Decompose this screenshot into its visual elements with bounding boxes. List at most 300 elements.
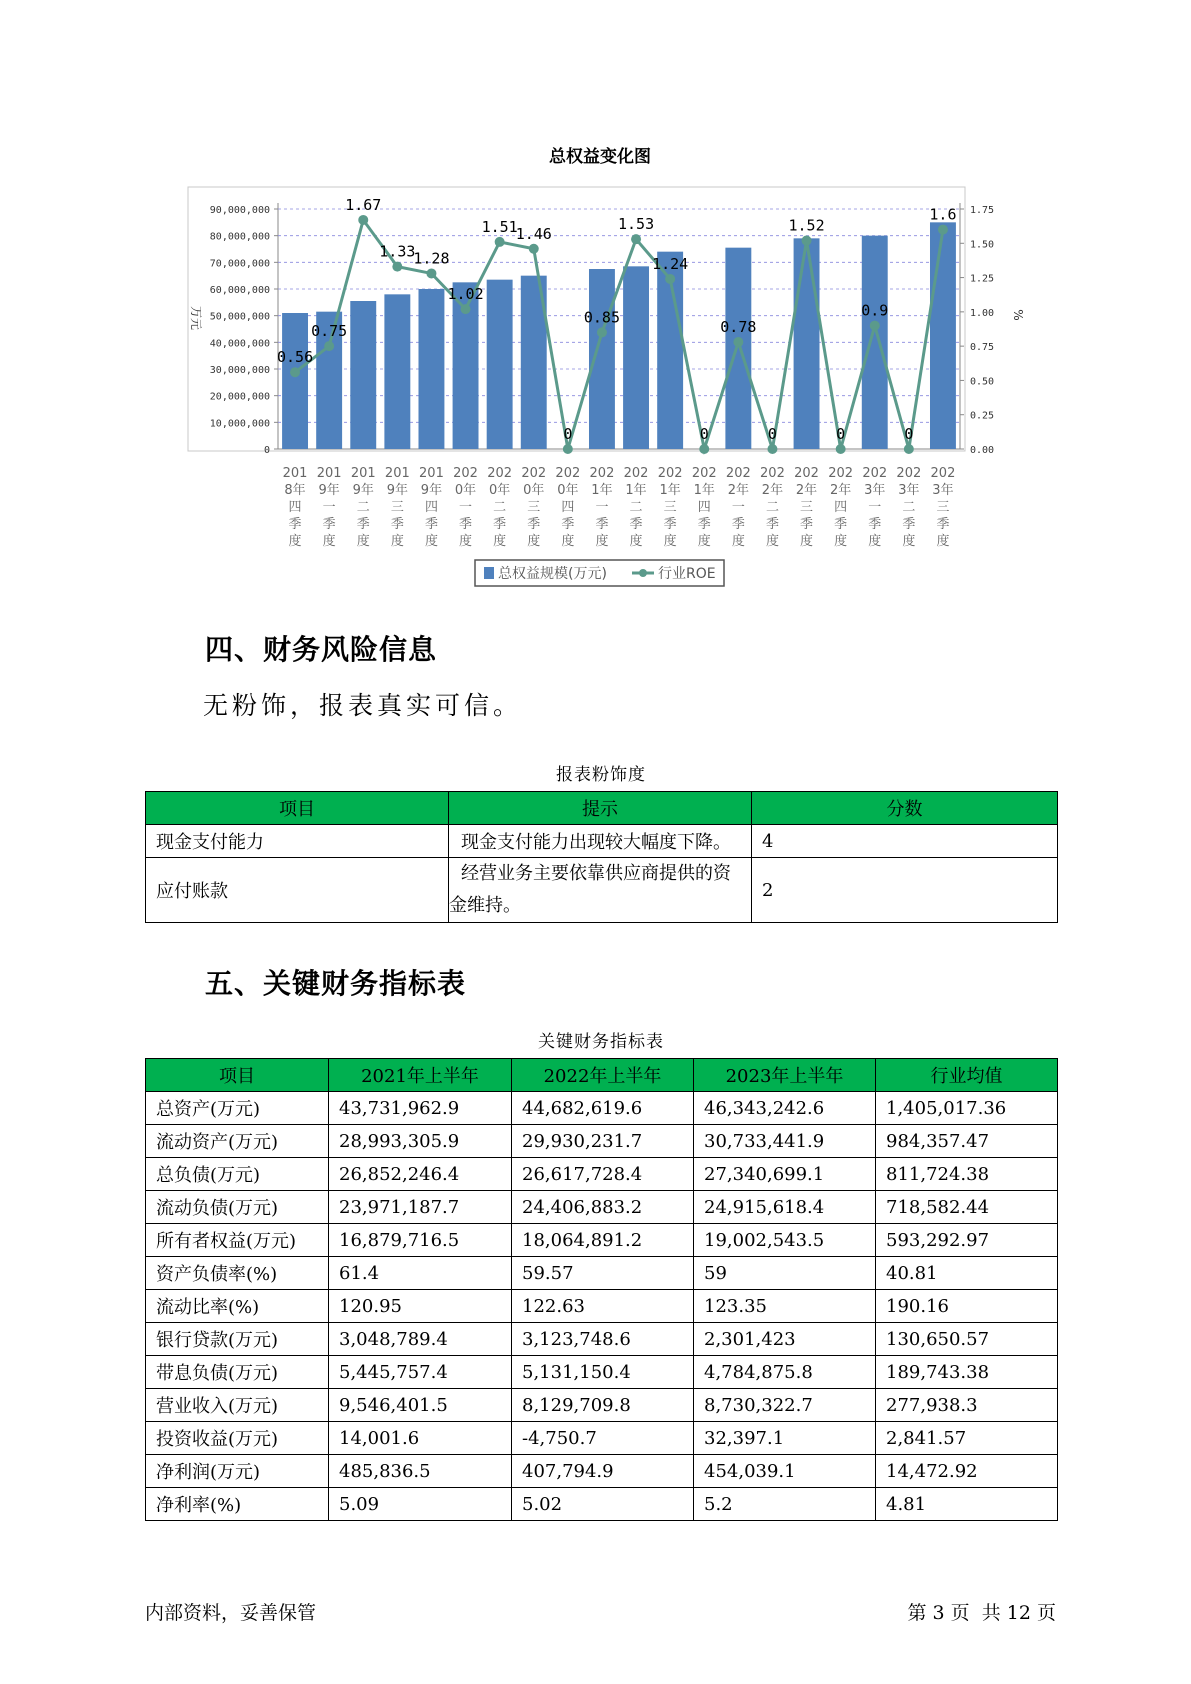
roe-point xyxy=(495,237,505,247)
x-tick-label-line: 度 xyxy=(800,534,814,549)
x-tick-label-line: 202 xyxy=(828,466,854,481)
y-tick-label-left: 50,000,000 xyxy=(209,311,270,323)
risk-header-hint: 提示 xyxy=(449,792,752,825)
x-tick-label-line: 季 xyxy=(902,517,916,532)
x-tick-label-line: 2年 xyxy=(795,483,818,498)
x-tick-label-line: 一 xyxy=(322,500,336,515)
x-tick-label-line: 201 xyxy=(282,466,308,481)
table-row xyxy=(146,1389,1058,1422)
roe-point xyxy=(461,304,471,314)
x-tick-label xyxy=(590,466,615,549)
kfi-2021: 485,836.5 xyxy=(329,1455,512,1488)
table-row xyxy=(146,1488,1058,1521)
x-tick-label-line: 度 xyxy=(902,534,916,549)
kfi-table-caption: 关键财务指标表 xyxy=(538,1032,664,1052)
roe-data-label: 1.46 xyxy=(515,224,552,243)
table-row xyxy=(146,1257,1058,1290)
x-tick-label-line: 度 xyxy=(663,534,677,549)
x-tick-label-line: 0年 xyxy=(557,483,579,498)
x-tick-label-line: 一 xyxy=(459,500,473,515)
equity-chart xyxy=(0,0,1191,600)
x-tick-label-line: 二 xyxy=(629,500,643,515)
roe-data-label: 1.67 xyxy=(345,195,382,214)
kfi-2022: 407,794.9 xyxy=(512,1455,694,1488)
roe-point xyxy=(358,215,368,225)
roe-point xyxy=(733,337,743,347)
roe-point xyxy=(904,444,914,454)
y-tick-label-right: 1.50 xyxy=(970,239,995,251)
kfi-2023: 46,343,242.6 xyxy=(694,1092,876,1125)
risk-score: 2 xyxy=(752,858,1058,923)
equity-bar xyxy=(282,313,308,449)
roe-point xyxy=(324,341,334,351)
kfi-2021: 28,993,305.9 xyxy=(329,1125,512,1158)
kfi-item: 所有者权益(万元) xyxy=(146,1224,329,1257)
table-row xyxy=(146,858,1058,923)
x-tick-label-line: 季 xyxy=(356,517,370,532)
kfi-item: 流动负债(万元) xyxy=(146,1191,329,1224)
y-tick-label-left: 40,000,000 xyxy=(209,338,270,350)
x-tick-label-line: 9年 xyxy=(318,483,340,498)
kfi-2022: 59.57 xyxy=(512,1257,694,1290)
x-tick-label-line: 四 xyxy=(834,500,848,515)
equity-bar xyxy=(794,238,820,449)
risk-table-caption: 报表粉饰度 xyxy=(556,765,646,785)
x-tick-label-line: 度 xyxy=(561,534,575,549)
x-tick-label-line: 1年 xyxy=(591,483,613,498)
x-tick-label-line: 四 xyxy=(288,500,302,515)
y-tick-label-right: 0.50 xyxy=(970,376,995,388)
x-tick-label-line: 一 xyxy=(868,500,882,515)
equity-bar xyxy=(350,301,376,449)
y-tick-label-right: 1.75 xyxy=(970,205,995,216)
kfi-2021: 23,971,187.7 xyxy=(329,1191,512,1224)
risk-table xyxy=(145,791,1058,923)
kfi-item: 带息负债(万元) xyxy=(146,1356,329,1389)
x-tick-label-line: 度 xyxy=(936,534,950,549)
x-tick-label-line: 202 xyxy=(623,466,649,481)
table-row xyxy=(146,1455,1058,1488)
x-tick-label-line: 0年 xyxy=(489,483,511,498)
kfi-industry-avg: 718,582.44 xyxy=(876,1191,1058,1224)
table-row xyxy=(146,825,1058,858)
table-row xyxy=(146,1191,1058,1224)
y-axis-left-label: 万元 xyxy=(189,305,203,331)
kfi-header-2021: 2021年上半年 xyxy=(329,1059,512,1092)
kfi-industry-avg: 130,650.57 xyxy=(876,1323,1058,1356)
roe-data-label: 1.52 xyxy=(788,216,825,235)
x-tick-label-line: 202 xyxy=(725,466,751,481)
kfi-2023: 32,397.1 xyxy=(694,1422,876,1455)
footer-page-number: 第 3 页 共 12 页 xyxy=(907,1602,1056,1624)
legend-bar-swatch xyxy=(484,567,494,579)
kfi-item: 银行贷款(万元) xyxy=(146,1323,329,1356)
roe-data-label: 0 xyxy=(904,425,914,443)
table-row xyxy=(146,1323,1058,1356)
chart-roe-line xyxy=(277,196,957,454)
x-tick-label-line: 1年 xyxy=(693,483,715,498)
x-tick-label-line: 三 xyxy=(663,500,677,515)
x-tick-label-line: 3年 xyxy=(864,483,886,498)
y-tick-label-right: 1.25 xyxy=(970,273,995,285)
footer-confidential-note: 内部资料，妥善保管 xyxy=(145,1602,317,1624)
x-tick-label xyxy=(931,466,956,549)
roe-point xyxy=(290,367,300,377)
kfi-2022: 122.63 xyxy=(512,1290,694,1323)
y-tick-label-right: 0.25 xyxy=(970,410,995,422)
x-tick-label xyxy=(521,466,546,549)
equity-bar xyxy=(623,266,649,449)
y-tick-label-left: 90,000,000 xyxy=(209,205,270,216)
x-tick-label-line: 季 xyxy=(800,517,814,532)
y-axis-right-label: % xyxy=(1011,309,1025,321)
roe-data-label: 0.9 xyxy=(861,301,889,320)
table-row xyxy=(146,1092,1058,1125)
y-tick-label-left: 0 xyxy=(263,445,270,456)
kfi-2022: -4,750.7 xyxy=(512,1422,694,1455)
roe-point xyxy=(597,327,607,337)
kfi-industry-avg: 190.16 xyxy=(876,1290,1058,1323)
kfi-industry-avg: 4.81 xyxy=(876,1488,1058,1521)
roe-data-label: 0 xyxy=(836,425,846,443)
x-tick-label xyxy=(726,466,751,549)
kfi-industry-avg: 40.81 xyxy=(876,1257,1058,1290)
roe-point xyxy=(938,225,948,235)
x-tick-label-line: 度 xyxy=(834,534,848,549)
kfi-header-2023: 2023年上半年 xyxy=(694,1059,876,1092)
roe-point xyxy=(529,244,539,254)
section-heading-financial-risk: 四、财务风险信息 xyxy=(205,633,438,666)
roe-point xyxy=(767,444,777,454)
x-tick-label-line: 度 xyxy=(424,534,438,549)
x-tick-label-line: 202 xyxy=(657,466,683,481)
table-row xyxy=(146,1356,1058,1389)
x-tick-label xyxy=(624,466,649,549)
x-tick-label-line: 1年 xyxy=(625,483,647,498)
kfi-2022: 26,617,728.4 xyxy=(512,1158,694,1191)
kfi-2022: 5,131,150.4 xyxy=(512,1356,694,1389)
x-tick-label xyxy=(385,466,410,549)
kfi-industry-avg: 14,472.92 xyxy=(876,1455,1058,1488)
x-tick-label-line: 三 xyxy=(527,500,541,515)
table-row xyxy=(146,1422,1058,1455)
kfi-table-body xyxy=(146,1092,1058,1521)
chart-x-ticks xyxy=(283,466,956,549)
kfi-header-industry-avg: 行业均值 xyxy=(876,1059,1058,1092)
x-tick-label-line: 度 xyxy=(390,534,404,549)
roe-point xyxy=(563,444,573,454)
x-tick-label-line: 度 xyxy=(629,534,643,549)
kfi-2022: 29,930,231.7 xyxy=(512,1125,694,1158)
chart-legend xyxy=(475,560,724,586)
x-tick-label-line: 季 xyxy=(868,517,882,532)
kfi-2023: 8,730,322.7 xyxy=(694,1389,876,1422)
table-row xyxy=(146,1224,1058,1257)
kfi-item: 净利润(万元) xyxy=(146,1455,329,1488)
x-tick-label-line: 季 xyxy=(322,517,336,532)
x-tick-label-line: 二 xyxy=(493,500,507,515)
risk-item: 现金支付能力 xyxy=(146,825,449,858)
roe-data-label: 0.56 xyxy=(276,348,314,367)
kfi-2022: 3,123,748.6 xyxy=(512,1323,694,1356)
x-tick-label xyxy=(828,466,853,549)
x-tick-label-line: 0年 xyxy=(523,483,545,498)
kfi-2023: 24,915,618.4 xyxy=(694,1191,876,1224)
kfi-2023: 30,733,441.9 xyxy=(694,1125,876,1158)
x-tick-label-line: 202 xyxy=(862,466,888,481)
legend-line-label: 行业ROE xyxy=(658,566,716,582)
x-tick-label xyxy=(351,466,376,549)
equity-bar xyxy=(487,280,513,449)
kfi-2022: 8,129,709.8 xyxy=(512,1389,694,1422)
x-tick-label-line: 202 xyxy=(521,466,547,481)
x-tick-label-line: 201 xyxy=(316,466,342,481)
equity-bar xyxy=(725,248,751,449)
kfi-2023: 59 xyxy=(694,1257,876,1290)
roe-data-label: 0 xyxy=(699,425,709,443)
risk-score: 4 xyxy=(752,825,1058,858)
x-tick-label-line: 度 xyxy=(493,534,507,549)
equity-chart-svg xyxy=(0,0,1191,600)
roe-data-label: 1.24 xyxy=(652,254,689,273)
y-tick-label-right: 0.00 xyxy=(970,445,995,456)
y-tick-label-left: 60,000,000 xyxy=(209,285,270,296)
x-tick-label xyxy=(760,466,785,549)
x-tick-label-line: 季 xyxy=(561,517,575,532)
x-tick-label-line: 度 xyxy=(595,534,609,549)
x-tick-label-line: 季 xyxy=(459,517,473,532)
y-tick-label-left: 70,000,000 xyxy=(209,258,270,270)
kfi-2022: 44,682,619.6 xyxy=(512,1092,694,1125)
kfi-item: 总资产(万元) xyxy=(146,1092,329,1125)
x-tick-label-line: 1年 xyxy=(659,483,681,498)
x-tick-label-line: 季 xyxy=(834,517,848,532)
x-tick-label xyxy=(794,466,819,549)
kfi-2022: 5.02 xyxy=(512,1488,694,1521)
x-tick-label-line: 度 xyxy=(527,534,541,549)
kfi-2021: 61.4 xyxy=(329,1257,512,1290)
roe-point xyxy=(802,236,812,246)
x-tick-label-line: 度 xyxy=(697,534,711,549)
x-tick-label-line: 202 xyxy=(896,466,922,481)
x-tick-label-line: 9年 xyxy=(352,483,374,498)
x-tick-label-line: 202 xyxy=(453,466,478,481)
roe-data-label: 1.33 xyxy=(379,242,416,261)
kfi-2021: 16,879,716.5 xyxy=(329,1224,512,1257)
section-body-text: 无粉饰，报表真实可信。 xyxy=(203,691,523,720)
y-tick-label-left: 30,000,000 xyxy=(209,365,270,376)
x-tick-label-line: 四 xyxy=(697,500,711,515)
kfi-industry-avg: 984,357.47 xyxy=(876,1125,1058,1158)
x-tick-label-line: 度 xyxy=(288,534,302,549)
kfi-2023: 123.35 xyxy=(694,1290,876,1323)
x-tick-label-line: 四 xyxy=(561,500,575,515)
x-tick-label-line: 202 xyxy=(555,466,581,481)
kfi-2021: 120.95 xyxy=(329,1290,512,1323)
roe-data-label: 1.6 xyxy=(929,205,957,224)
chart-title: 总权益变化图 xyxy=(549,147,651,167)
kfi-2023: 454,039.1 xyxy=(694,1455,876,1488)
x-tick-label-line: 度 xyxy=(356,534,370,549)
kfi-header-item: 项目 xyxy=(146,1059,329,1092)
x-tick-label-line: 二 xyxy=(902,500,916,515)
kfi-industry-avg: 593,292.97 xyxy=(876,1224,1058,1257)
kfi-industry-avg: 811,724.38 xyxy=(876,1158,1058,1191)
x-tick-label xyxy=(862,466,887,549)
x-tick-label-line: 三 xyxy=(390,500,404,515)
x-tick-label-line: 3年 xyxy=(898,483,920,498)
x-tick-label-line: 季 xyxy=(765,517,779,532)
legend-bar-label: 总权益规模(万元) xyxy=(498,566,607,582)
x-tick-label-line: 三 xyxy=(800,500,814,515)
kfi-2023: 4,784,875.8 xyxy=(694,1356,876,1389)
x-tick-label-line: 二 xyxy=(356,500,370,515)
roe-data-label: 0.85 xyxy=(583,308,621,327)
x-tick-label-line: 季 xyxy=(629,517,643,532)
x-tick-label-line: 8年 xyxy=(284,483,306,498)
x-tick-label xyxy=(283,466,308,549)
x-tick-label-line: 度 xyxy=(459,534,473,549)
x-tick-label-line: 202 xyxy=(760,466,785,481)
kfi-2022: 24,406,883.2 xyxy=(512,1191,694,1224)
x-tick-label-line: 季 xyxy=(731,517,745,532)
kfi-item: 净利率(%) xyxy=(146,1488,329,1521)
kfi-item: 流动比率(%) xyxy=(146,1290,329,1323)
x-tick-label-line: 201 xyxy=(350,466,376,481)
roe-point xyxy=(426,268,436,278)
kfi-2021: 9,546,401.5 xyxy=(329,1389,512,1422)
kfi-item: 投资收益(万元) xyxy=(146,1422,329,1455)
y-tick-label-left: 10,000,000 xyxy=(209,418,270,430)
x-tick-label-line: 季 xyxy=(697,517,711,532)
x-tick-label xyxy=(658,466,683,549)
risk-header-score: 分数 xyxy=(752,792,1058,825)
kfi-2023: 5.2 xyxy=(694,1488,876,1521)
kfi-industry-avg: 1,405,017.36 xyxy=(876,1092,1058,1125)
x-tick-label xyxy=(692,466,717,549)
x-tick-label-line: 202 xyxy=(691,466,717,481)
x-tick-label-line: 3年 xyxy=(932,483,954,498)
x-tick-label-line: 度 xyxy=(765,534,779,549)
x-tick-label-line: 9年 xyxy=(420,483,443,498)
kfi-2021: 3,048,789.4 xyxy=(329,1323,512,1356)
risk-item: 应付账款 xyxy=(146,858,449,923)
roe-point xyxy=(392,262,402,272)
kfi-industry-avg: 277,938.3 xyxy=(876,1389,1058,1422)
kfi-industry-avg: 2,841.57 xyxy=(876,1422,1058,1455)
x-tick-label-line: 二 xyxy=(765,500,779,515)
x-tick-label-line: 0年 xyxy=(454,483,477,498)
legend-line-marker xyxy=(639,569,647,577)
x-tick-label-line: 2年 xyxy=(761,483,784,498)
x-tick-label-line: 一 xyxy=(731,500,745,515)
y-tick-label-left: 80,000,000 xyxy=(209,231,270,243)
kfi-2021: 5.09 xyxy=(329,1488,512,1521)
x-tick-label-line: 一 xyxy=(595,500,609,515)
x-tick-label xyxy=(896,466,921,549)
x-tick-label xyxy=(317,466,342,549)
x-tick-label-line: 三 xyxy=(936,500,950,515)
table-row xyxy=(146,1290,1058,1323)
kfi-item: 营业收入(万元) xyxy=(146,1389,329,1422)
roe-data-label: 1.51 xyxy=(481,217,518,236)
x-tick-label-line: 202 xyxy=(589,466,615,481)
table-row xyxy=(146,1125,1058,1158)
kfi-item: 总负债(万元) xyxy=(146,1158,329,1191)
kfi-industry-avg: 189,743.38 xyxy=(876,1356,1058,1389)
risk-hint: 经营业务主要依靠供应商提供的资金维持。 xyxy=(449,858,752,923)
roe-data-label: 0.78 xyxy=(720,318,757,337)
x-tick-label-line: 度 xyxy=(322,534,336,549)
x-tick-label-line: 202 xyxy=(487,466,513,481)
roe-data-label: 0 xyxy=(767,425,777,443)
x-tick-label-line: 202 xyxy=(794,466,819,481)
table-row xyxy=(146,1158,1058,1191)
y-tick-label-right: 0.75 xyxy=(970,342,995,354)
roe-point xyxy=(836,444,846,454)
x-tick-label-line: 度 xyxy=(731,534,745,549)
y-tick-label-left: 20,000,000 xyxy=(209,391,270,403)
x-tick-label-line: 度 xyxy=(868,534,882,549)
kfi-2021: 26,852,246.4 xyxy=(329,1158,512,1191)
x-tick-label-line: 2年 xyxy=(830,483,852,498)
roe-point xyxy=(665,274,675,284)
roe-point xyxy=(699,444,709,454)
section-heading-key-indicators: 五、关键财务指标表 xyxy=(205,967,467,1000)
kfi-2021: 5,445,757.4 xyxy=(329,1356,512,1389)
risk-hint: 现金支付能力出现较大幅度下降。 xyxy=(449,825,752,858)
kfi-header-2022: 2022年上半年 xyxy=(512,1059,694,1092)
x-tick-label xyxy=(555,466,580,549)
equity-bar xyxy=(384,294,410,449)
kfi-2023: 2,301,423 xyxy=(694,1323,876,1356)
kfi-2022: 18,064,891.2 xyxy=(512,1224,694,1257)
kfi-item: 流动资产(万元) xyxy=(146,1125,329,1158)
x-tick-label-line: 9年 xyxy=(386,483,408,498)
x-tick-label-line: 201 xyxy=(419,466,444,481)
kfi-2021: 43,731,962.9 xyxy=(329,1092,512,1125)
x-tick-label-line: 季 xyxy=(390,517,404,532)
kfi-2023: 19,002,543.5 xyxy=(694,1224,876,1257)
equity-bar xyxy=(862,236,888,449)
x-tick-label-line: 季 xyxy=(288,517,302,532)
roe-data-label: 1.28 xyxy=(413,249,450,268)
kfi-item: 资产负债率(%) xyxy=(146,1257,329,1290)
x-tick-label-line: 季 xyxy=(595,517,609,532)
x-tick-label-line: 季 xyxy=(493,517,507,532)
x-tick-label-line: 季 xyxy=(936,517,950,532)
x-tick-label xyxy=(453,466,478,549)
x-tick-label-line: 202 xyxy=(930,466,956,481)
x-tick-label xyxy=(419,466,444,549)
risk-header-item: 项目 xyxy=(146,792,449,825)
roe-point xyxy=(870,321,880,331)
key-financial-indicators-table xyxy=(145,1058,1058,1521)
roe-data-label: 1.02 xyxy=(447,285,484,304)
kfi-2023: 27,340,699.1 xyxy=(694,1158,876,1191)
x-tick-label-line: 四 xyxy=(424,500,438,515)
x-tick-label xyxy=(487,466,512,549)
roe-data-label: 0.75 xyxy=(311,322,348,341)
roe-data-label: 0 xyxy=(563,425,573,443)
roe-point xyxy=(631,234,641,244)
x-tick-label-line: 季 xyxy=(527,517,541,532)
x-tick-label-line: 201 xyxy=(384,466,410,481)
x-tick-label-line: 季 xyxy=(663,517,677,532)
kfi-header-row xyxy=(146,1059,1058,1092)
y-tick-label-right: 1.00 xyxy=(970,307,995,319)
kfi-2021: 14,001.6 xyxy=(329,1422,512,1455)
